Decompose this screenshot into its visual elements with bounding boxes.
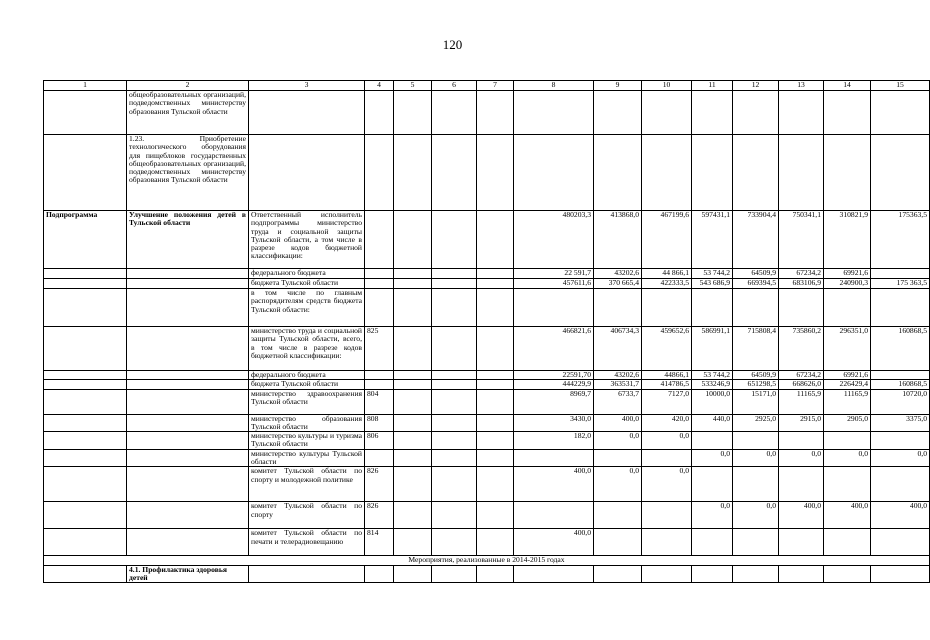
table-cell: общеобразовательных организаций, подведомственных министерству образования Тульской области	[127, 91, 249, 135]
table-cell: 43202,6	[594, 371, 642, 380]
table-cell: 806	[365, 432, 394, 450]
table-cell	[44, 289, 127, 327]
table-cell: 400,0	[514, 467, 594, 502]
table-cell: 11165,9	[824, 389, 871, 414]
table-cell	[127, 449, 249, 467]
table-cell: 651298,5	[733, 380, 779, 389]
table-cell: министерство труда и социальной защиты Тульской области, всего, в том числе в разрезе кодов бюджетной классификации:	[249, 327, 365, 371]
table-cell	[394, 91, 432, 135]
table-cell: 15171,0	[733, 389, 779, 414]
table-cell	[44, 135, 127, 211]
table-cell	[432, 211, 477, 269]
section-title: Мероприятия, реализованные в 2014-2015 годах	[44, 556, 930, 565]
header-cell: 2	[127, 81, 249, 91]
table-cell	[44, 269, 127, 279]
table-cell: 8969,7	[514, 389, 594, 414]
table-cell: бюджета Тульской области	[249, 380, 365, 389]
table-cell	[249, 135, 365, 211]
table-cell: 0,0	[594, 467, 642, 502]
table-cell: 4.1. Профилактика здоровья детей	[127, 565, 249, 583]
table-cell	[432, 269, 477, 279]
table-cell	[477, 269, 514, 279]
table-cell	[477, 380, 514, 389]
table-cell: 53 744,2	[692, 269, 733, 279]
table-cell	[594, 502, 642, 529]
table-cell	[824, 432, 871, 450]
table-cell	[514, 565, 594, 583]
table-cell	[477, 327, 514, 371]
table-cell: 715808,4	[733, 327, 779, 371]
table-cell: 370 665,4	[594, 279, 642, 289]
table-cell: 160868,5	[871, 380, 930, 389]
table-cell: 459652,6	[642, 327, 692, 371]
table-cell	[514, 502, 594, 529]
table-cell: 826	[365, 467, 394, 502]
table-cell	[594, 449, 642, 467]
table-row	[44, 135, 930, 211]
table-cell: 22 591,7	[514, 269, 594, 279]
table-cell: 422333,5	[642, 279, 692, 289]
table-cell: 11165,9	[779, 389, 824, 414]
table-cell: 363531,7	[594, 380, 642, 389]
table-cell: 669394,5	[733, 279, 779, 289]
table-cell	[127, 389, 249, 414]
table-cell	[127, 529, 249, 556]
table-row	[44, 380, 930, 389]
table-cell	[365, 380, 394, 389]
table-cell: 0,0	[824, 449, 871, 467]
table-cell	[432, 289, 477, 327]
table-cell: 825	[365, 327, 394, 371]
table-cell	[432, 467, 477, 502]
header-cell: 9	[594, 81, 642, 91]
header-row	[44, 81, 930, 91]
table-cell	[249, 565, 365, 583]
table-cell	[432, 135, 477, 211]
table-cell	[394, 380, 432, 389]
table-cell	[365, 289, 394, 327]
table-cell: 0,0	[733, 449, 779, 467]
table-cell	[44, 502, 127, 529]
table-cell	[824, 135, 871, 211]
table-cell	[365, 269, 394, 279]
table-cell: в том числе по главным распорядителям средств бюджета Тульской области:	[249, 289, 365, 327]
table-cell	[44, 432, 127, 450]
table-cell: 668626,0	[779, 380, 824, 389]
table-cell: 7127,0	[642, 389, 692, 414]
table-cell	[432, 91, 477, 135]
table-cell	[44, 467, 127, 502]
table-cell	[871, 289, 930, 327]
table-cell: 444229,9	[514, 380, 594, 389]
table-row	[44, 502, 930, 529]
table-cell	[477, 389, 514, 414]
table-cell	[394, 289, 432, 327]
table-cell	[432, 279, 477, 289]
table-cell	[733, 565, 779, 583]
table-cell: 3430,0	[514, 414, 594, 432]
table-cell	[44, 449, 127, 467]
table-cell	[733, 467, 779, 502]
table-row	[44, 467, 930, 502]
table-cell	[477, 414, 514, 432]
table-cell	[44, 380, 127, 389]
table-row	[44, 529, 930, 556]
table-row	[44, 414, 930, 432]
table-cell	[44, 414, 127, 432]
table-cell	[394, 389, 432, 414]
table-cell: 0,0	[594, 432, 642, 450]
header-cell: 4	[365, 81, 394, 91]
table-row	[44, 269, 930, 279]
table-cell: 406734,3	[594, 327, 642, 371]
table-cell	[127, 432, 249, 450]
table-cell: 400,0	[871, 502, 930, 529]
table-cell	[127, 467, 249, 502]
table-cell	[779, 467, 824, 502]
table-cell	[365, 565, 394, 583]
table-cell	[594, 91, 642, 135]
table-cell	[779, 135, 824, 211]
table-cell	[394, 269, 432, 279]
header-cell: 13	[779, 81, 824, 91]
table-cell: 683106,9	[779, 279, 824, 289]
table-cell	[432, 502, 477, 529]
table-cell: 0,0	[692, 449, 733, 467]
table-cell	[477, 91, 514, 135]
table-cell: 44866,1	[642, 371, 692, 380]
table-cell	[477, 279, 514, 289]
table-cell	[477, 135, 514, 211]
table-row	[44, 327, 930, 371]
table-cell	[44, 565, 127, 583]
table-cell	[127, 371, 249, 380]
table-cell: 53 744,2	[692, 371, 733, 380]
table-cell	[642, 289, 692, 327]
table-cell	[779, 529, 824, 556]
table-cell: 0,0	[642, 432, 692, 450]
header-cell: 8	[514, 81, 594, 91]
table-cell	[394, 449, 432, 467]
table-cell	[871, 529, 930, 556]
table-row	[44, 91, 930, 135]
table-cell	[477, 289, 514, 327]
table-cell	[642, 502, 692, 529]
table-cell	[642, 565, 692, 583]
table-cell	[477, 467, 514, 502]
table-cell	[514, 91, 594, 135]
table-cell: комитет Тульской области по спорту	[249, 502, 365, 529]
table-row	[44, 565, 930, 583]
table-cell: 310821,9	[824, 211, 871, 269]
table-cell	[432, 432, 477, 450]
table-cell	[779, 432, 824, 450]
table-cell: 543 686,9	[692, 279, 733, 289]
table-cell: Улучшение положения детей в Тульской области	[127, 211, 249, 269]
table-cell: 69921,6	[824, 269, 871, 279]
table-cell	[365, 371, 394, 380]
table-cell	[394, 211, 432, 269]
table-cell	[692, 565, 733, 583]
header-cell: 6	[432, 81, 477, 91]
table-cell: 240900,3	[824, 279, 871, 289]
table-cell: федерального бюджета	[249, 269, 365, 279]
table-row	[44, 389, 930, 414]
table-cell: 182,0	[514, 432, 594, 450]
table-cell	[477, 371, 514, 380]
table-cell	[824, 529, 871, 556]
table-cell: 400,0	[779, 502, 824, 529]
table-cell: 0,0	[692, 502, 733, 529]
table-cell	[824, 289, 871, 327]
table-cell	[477, 565, 514, 583]
table-cell	[871, 432, 930, 450]
table-cell	[249, 91, 365, 135]
table-cell: 457611,6	[514, 279, 594, 289]
table-cell	[365, 135, 394, 211]
table-cell	[642, 449, 692, 467]
table-cell	[44, 279, 127, 289]
table-cell	[824, 467, 871, 502]
table-cell	[733, 432, 779, 450]
table-cell	[394, 467, 432, 502]
table-cell	[642, 91, 692, 135]
table-cell: 440,0	[692, 414, 733, 432]
table-body	[44, 81, 930, 583]
table-cell: 480203,3	[514, 211, 594, 269]
table-cell	[642, 135, 692, 211]
table-row	[44, 432, 930, 450]
table-cell	[365, 279, 394, 289]
table-cell: 44 866,1	[642, 269, 692, 279]
table-cell	[394, 371, 432, 380]
table-cell: комитет Тульской области по печати и телерадиовещанию	[249, 529, 365, 556]
table-cell: 10720,0	[871, 389, 930, 414]
table-cell	[365, 211, 394, 269]
table-cell	[44, 529, 127, 556]
table-cell: 296351,0	[824, 327, 871, 371]
table-cell	[127, 327, 249, 371]
table-cell	[365, 91, 394, 135]
table-cell: 400,0	[594, 414, 642, 432]
table-cell: 3375,0	[871, 414, 930, 432]
table-cell	[733, 529, 779, 556]
table-cell: 2925,0	[733, 414, 779, 432]
table-row	[44, 211, 930, 269]
table-cell	[44, 389, 127, 414]
table-cell: 413868,0	[594, 211, 642, 269]
table-cell	[733, 289, 779, 327]
table-cell: 43202,6	[594, 269, 642, 279]
table-cell: бюджета Тульской области	[249, 279, 365, 289]
table-cell	[432, 449, 477, 467]
table-cell	[871, 91, 930, 135]
table-cell	[733, 91, 779, 135]
table-cell	[432, 327, 477, 371]
table-cell	[127, 380, 249, 389]
table-cell	[432, 389, 477, 414]
header-cell: 12	[733, 81, 779, 91]
table-cell	[432, 565, 477, 583]
table-cell	[594, 289, 642, 327]
table-cell	[432, 414, 477, 432]
header-cell: 10	[642, 81, 692, 91]
table-cell	[127, 414, 249, 432]
table-cell	[824, 565, 871, 583]
table-cell	[394, 432, 432, 450]
table-cell: 2905,0	[824, 414, 871, 432]
table-cell: 67234,2	[779, 269, 824, 279]
table-cell	[394, 502, 432, 529]
header-cell: 15	[871, 81, 930, 91]
table-cell: 1.23. Приобретение технологического оборудования для пищеблоков государственных общеобразовательных организаций, подведомственных министерству образования Тульской области	[127, 135, 249, 211]
table-cell	[692, 432, 733, 450]
section-row	[44, 556, 930, 565]
table-cell	[477, 449, 514, 467]
table-cell	[394, 529, 432, 556]
table-cell: 0,0	[733, 502, 779, 529]
table-cell: 597431,1	[692, 211, 733, 269]
table-cell: 175 363,5	[871, 279, 930, 289]
table-cell: министерство культуры Тульской области	[249, 449, 365, 467]
table-cell	[432, 380, 477, 389]
table-cell	[477, 211, 514, 269]
table-cell: 414786,5	[642, 380, 692, 389]
table-cell: 69921,6	[824, 371, 871, 380]
table-cell	[127, 502, 249, 529]
table-cell: Подпрограмма	[44, 211, 127, 269]
table-cell: министерство культуры и туризма Тульской области	[249, 432, 365, 450]
table-cell: 467199,6	[642, 211, 692, 269]
header-cell: 3	[249, 81, 365, 91]
table-cell: министерство образования Тульской области	[249, 414, 365, 432]
table-cell	[44, 327, 127, 371]
table-cell	[127, 289, 249, 327]
table-cell	[514, 135, 594, 211]
table-cell: 6733,7	[594, 389, 642, 414]
table-cell: 10000,0	[692, 389, 733, 414]
table-cell	[594, 565, 642, 583]
table-cell	[432, 371, 477, 380]
table-cell: 533246,9	[692, 380, 733, 389]
table-cell	[594, 135, 642, 211]
header-cell: 14	[824, 81, 871, 91]
table-row	[44, 449, 930, 467]
table-cell: комитет Тульской области по спорту и молодежной политике	[249, 467, 365, 502]
table-cell	[432, 529, 477, 556]
table-cell: 0,0	[642, 467, 692, 502]
table-cell	[692, 91, 733, 135]
table-cell: 466821,6	[514, 327, 594, 371]
table-cell	[642, 529, 692, 556]
table-cell: 22591,70	[514, 371, 594, 380]
table-cell: 175363,5	[871, 211, 930, 269]
table-cell	[394, 414, 432, 432]
table-cell	[871, 269, 930, 279]
table-cell	[477, 502, 514, 529]
table-cell	[594, 529, 642, 556]
header-cell: 7	[477, 81, 514, 91]
table-cell	[871, 467, 930, 502]
table-cell: 67234,2	[779, 371, 824, 380]
table-cell: 64509,9	[733, 269, 779, 279]
budget-table	[43, 80, 930, 583]
table-cell: 750341,1	[779, 211, 824, 269]
table-cell	[692, 529, 733, 556]
table-cell: 160868,5	[871, 327, 930, 371]
table-cell	[394, 135, 432, 211]
table-cell: Ответственный исполнитель подпрограммы министерство труда и социальной защиты Тульской области, а том числе в разрезе кодов бюджетной классификации:	[249, 211, 365, 269]
table-cell: 0,0	[779, 449, 824, 467]
table-cell: федерального бюджета	[249, 371, 365, 380]
table-cell	[824, 91, 871, 135]
table-cell	[779, 91, 824, 135]
table-row	[44, 279, 930, 289]
table-cell: 400,0	[824, 502, 871, 529]
page-number: 120	[442, 37, 463, 52]
header-cell: 5	[394, 81, 432, 91]
table-cell: 586991,1	[692, 327, 733, 371]
table-cell	[514, 289, 594, 327]
table-cell: 814	[365, 529, 394, 556]
table-cell: 2915,0	[779, 414, 824, 432]
table-cell	[477, 432, 514, 450]
table-cell	[44, 371, 127, 380]
table-cell: 826	[365, 502, 394, 529]
table-cell	[779, 565, 824, 583]
header-cell: 1	[44, 81, 127, 91]
table-cell	[733, 135, 779, 211]
table-cell: 64509,9	[733, 371, 779, 380]
table-cell	[871, 135, 930, 211]
table-cell	[365, 449, 394, 467]
table-cell: 804	[365, 389, 394, 414]
table-cell: 0,0	[871, 449, 930, 467]
table-cell	[44, 91, 127, 135]
table-cell: 400,0	[514, 529, 594, 556]
table-cell	[394, 565, 432, 583]
table-cell	[779, 289, 824, 327]
table-cell: 808	[365, 414, 394, 432]
table-cell	[394, 327, 432, 371]
table-cell: министерство здравоохранения Тульской области	[249, 389, 365, 414]
table-cell	[692, 467, 733, 502]
table-cell	[692, 289, 733, 327]
header-cell: 11	[692, 81, 733, 91]
table-cell	[127, 269, 249, 279]
table-cell	[127, 279, 249, 289]
table-cell: 733904,4	[733, 211, 779, 269]
table-cell	[692, 135, 733, 211]
table-cell	[394, 279, 432, 289]
table-cell	[871, 565, 930, 583]
table-row	[44, 289, 930, 327]
table-cell: 420,0	[642, 414, 692, 432]
table-cell: 226429,4	[824, 380, 871, 389]
table-cell: 735860,2	[779, 327, 824, 371]
table-cell	[514, 449, 594, 467]
table-cell	[477, 529, 514, 556]
